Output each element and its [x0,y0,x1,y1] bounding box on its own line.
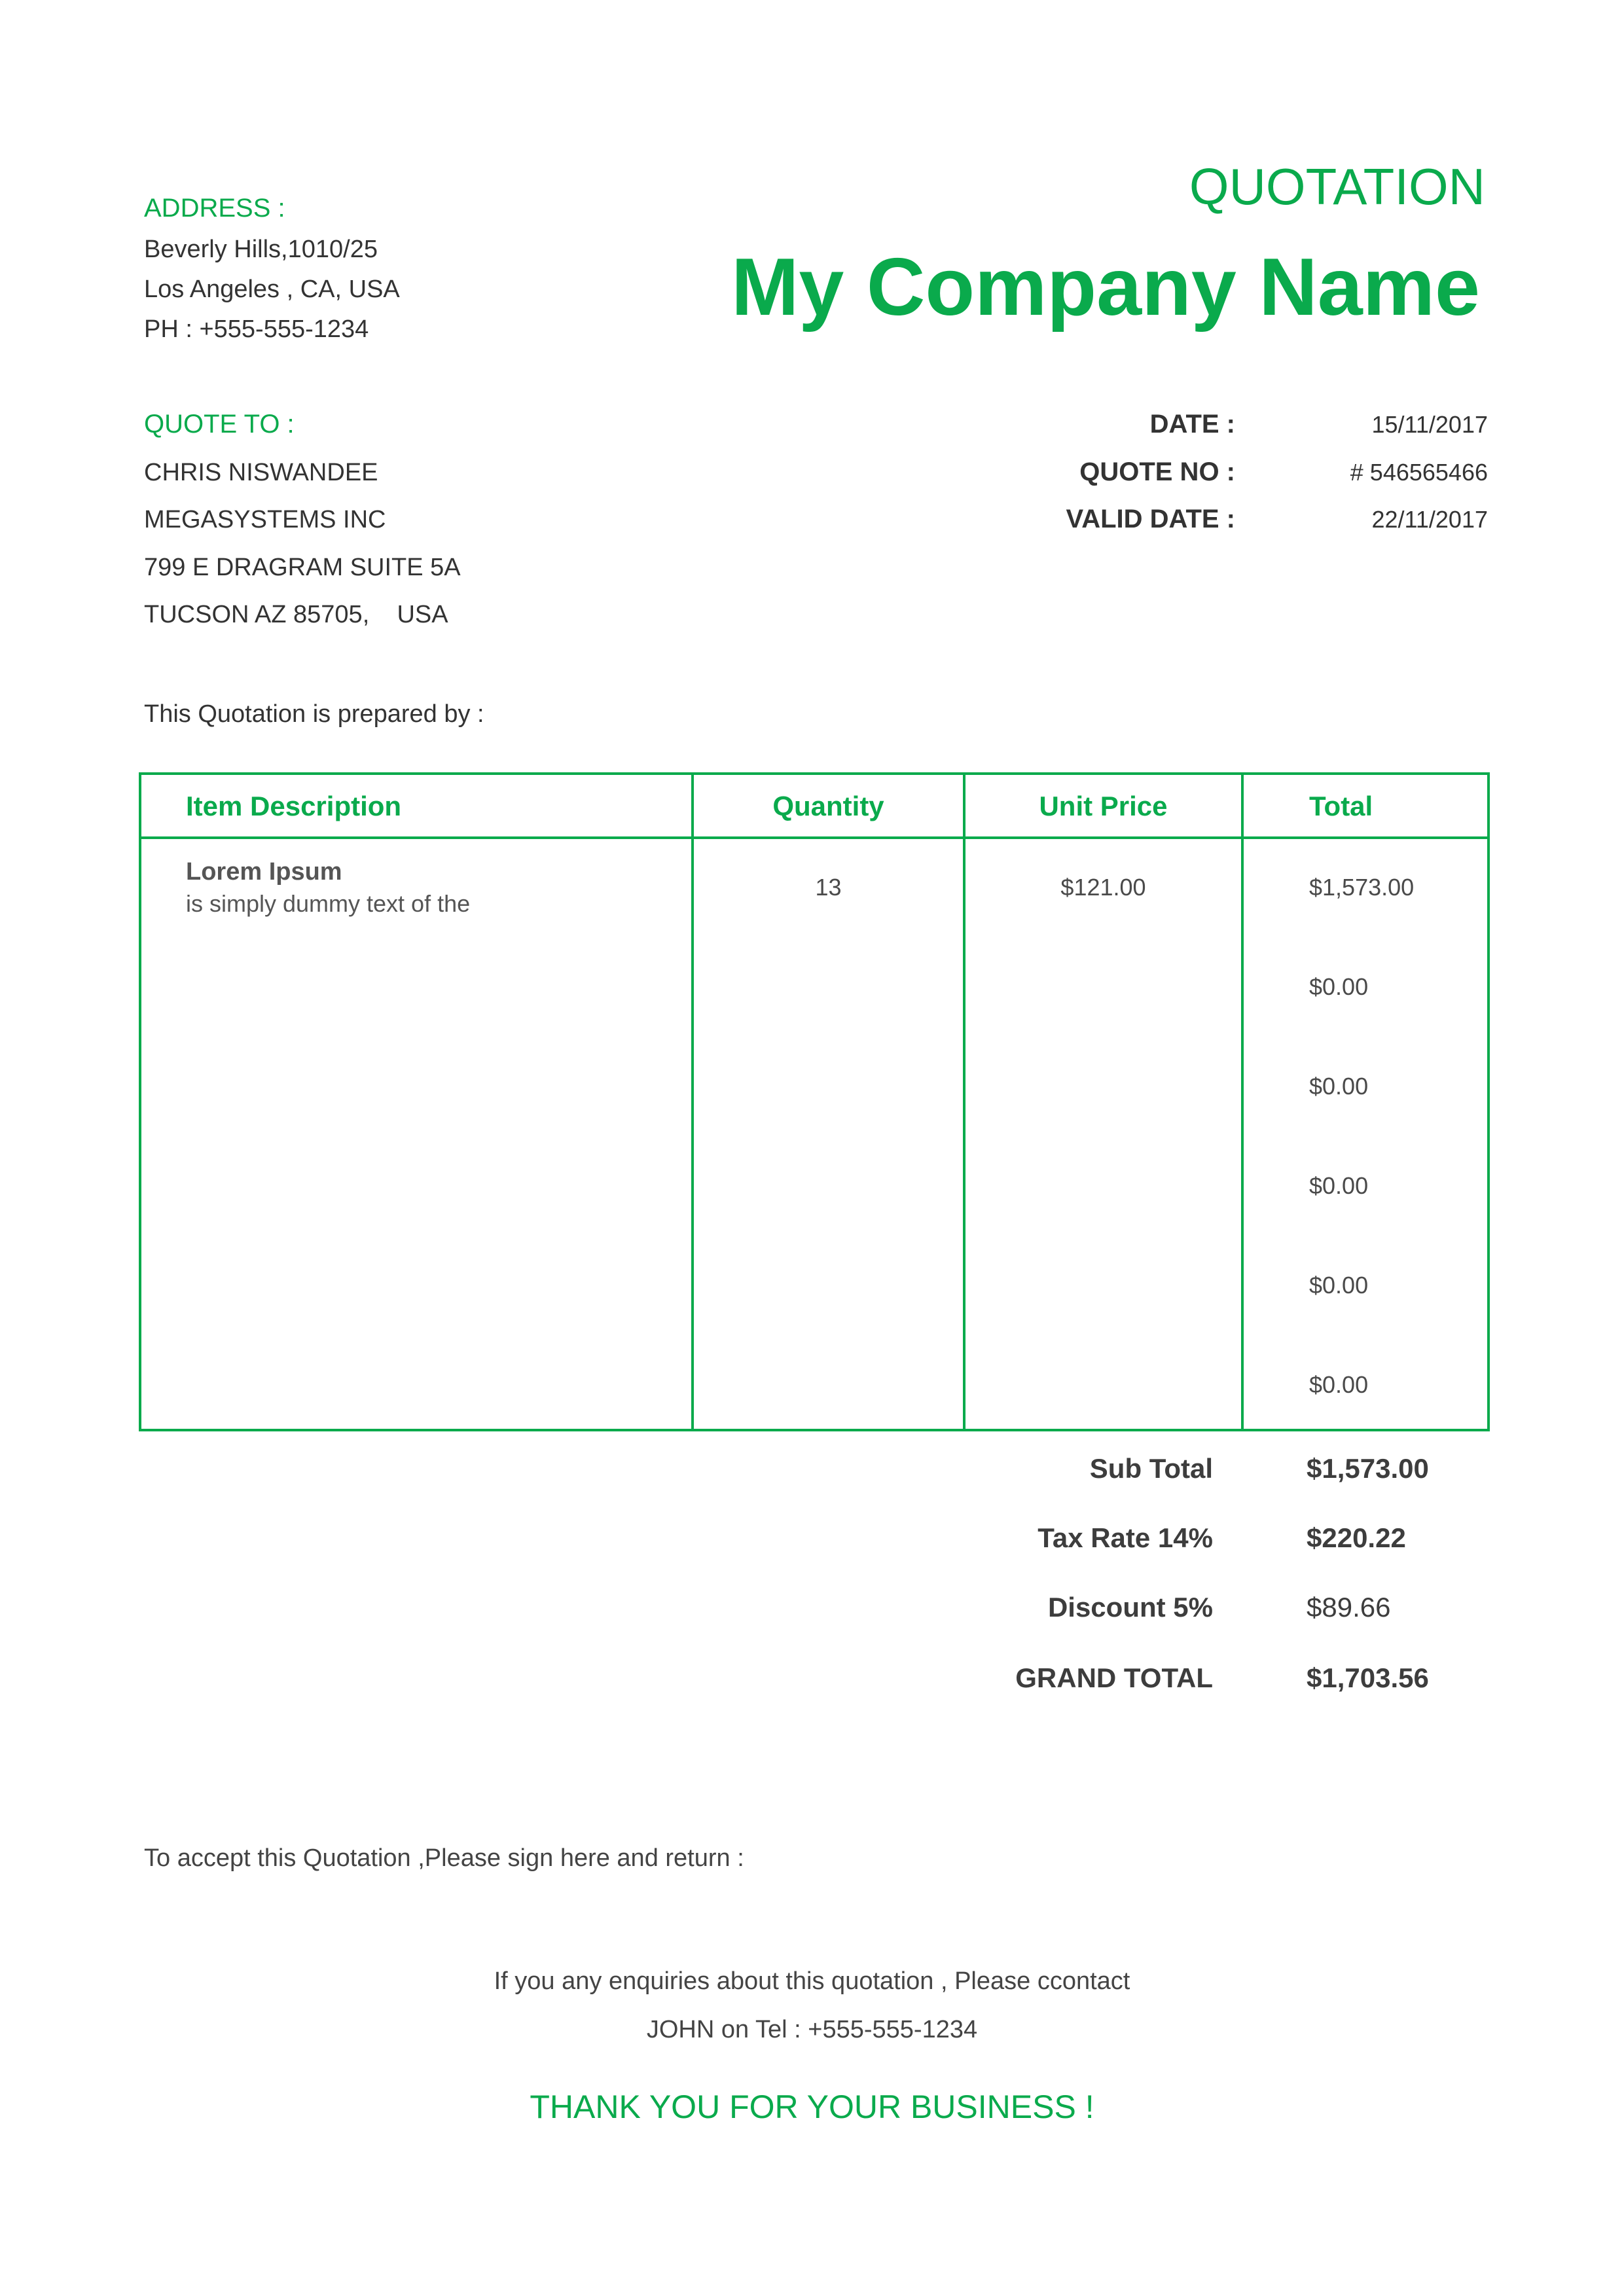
date-value: 15/11/2017 [1371,411,1488,438]
quote-to-line-4: TUCSON AZ 85705, USA [144,601,448,628]
document-title: QUOTATION [1189,158,1485,215]
quote-no-label: QUOTE NO : [1079,457,1235,486]
column-divider [963,775,965,1429]
tax-rate-label: Tax Rate 14% [1038,1522,1213,1553]
item-description: is simply dummy text of the [186,890,471,917]
row-total: $0.00 [1309,1172,1369,1199]
thank-you-message: THANK YOU FOR YOUR BUSINESS ! [530,2089,1094,2125]
row-total: $0.00 [1309,1272,1369,1299]
grand-total-value: $1,703.56 [1307,1662,1429,1693]
valid-date-value: 22/11/2017 [1371,506,1488,533]
header-unit-price: Unit Price [1039,791,1168,821]
quote-to-line-1: CHRIS NISWANDEE [144,459,378,486]
valid-date-label: VALID DATE : [1066,505,1235,533]
date-label: DATE : [1149,410,1235,439]
items-table [139,772,1490,1431]
address-line-3: PH : +555-555-1234 [144,315,369,343]
quote-to-label: QUOTE TO : [144,410,295,439]
quote-no-value: # 546565466 [1350,459,1488,486]
address-line-1: Beverly Hills,1010/25 [144,236,378,263]
accept-instruction: To accept this Quotation ,Please sign here and return : [144,1844,744,1872]
company-name: My Company Name [731,242,1480,332]
prepared-by-text: This Quotation is prepared by : [144,700,484,728]
column-divider [1241,775,1244,1429]
column-divider [691,775,694,1429]
quote-to-line-3: 799 E DRAGRAM SUITE 5A [144,554,461,581]
grand-total-label: GRAND TOTAL [1015,1662,1213,1693]
header-total: Total [1309,791,1373,821]
subtotal-label: Sub Total [1089,1453,1213,1484]
tax-value: $220.22 [1307,1522,1406,1553]
enquiry-line-2: JOHN on Tel : +555-555-1234 [646,2016,978,2043]
item-unit-price: $121.00 [1060,874,1146,901]
subtotal-value: $1,573.00 [1307,1453,1429,1484]
header-quantity: Quantity [772,791,884,821]
item-quantity: 13 [815,874,842,901]
row-total: $0.00 [1309,973,1369,1000]
discount-label: Discount 5% [1047,1592,1213,1623]
quote-to-line-2: MEGASYSTEMS INC [144,506,386,533]
enquiry-line-1: If you any enquiries about this quotation , Please ccontact [494,1967,1130,1995]
address-label: ADDRESS : [144,194,285,223]
row-total: $1,573.00 [1309,874,1415,901]
row-total: $0.00 [1309,1371,1369,1398]
row-total: $0.00 [1309,1073,1369,1100]
address-line-2: Los Angeles , CA, USA [144,276,400,303]
header-item-description: Item Description [186,791,402,821]
item-name: Lorem Ipsum [186,858,342,886]
header-divider [141,836,1487,839]
discount-value: $89.66 [1307,1592,1391,1623]
